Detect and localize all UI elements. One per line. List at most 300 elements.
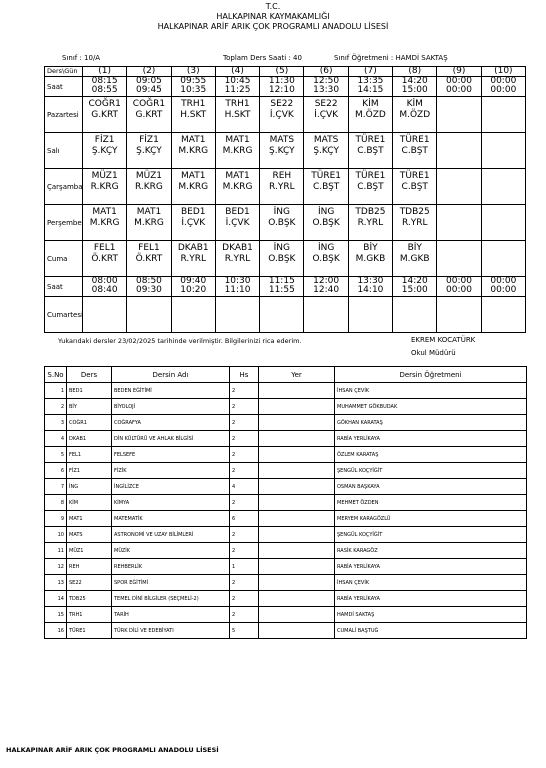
teacher-code: R.KRG bbox=[134, 182, 163, 192]
time-cell bbox=[171, 77, 215, 97]
lesson-cell bbox=[127, 97, 171, 133]
footer-school: HALKAPINAR ARİF ARIK ÇOK PROGRAMLI ANADOLU LİSESİ bbox=[6, 746, 219, 754]
teacher-code: G.KRT bbox=[91, 110, 119, 120]
table-row bbox=[45, 559, 527, 575]
end-time: 14:10 bbox=[357, 285, 384, 295]
lesson-code: MAT1 bbox=[225, 135, 250, 145]
teacher-code: C.BŞT bbox=[312, 182, 340, 192]
course-cell bbox=[259, 623, 335, 639]
course-cell bbox=[259, 383, 335, 399]
end-time: 09:30 bbox=[135, 285, 162, 295]
course-cell: REH bbox=[67, 559, 112, 575]
course-cell: HAMDİ SAKTAŞ bbox=[335, 607, 527, 623]
lesson-cell bbox=[481, 241, 525, 277]
lesson-code: COĞR1 bbox=[132, 99, 166, 109]
day-label: Cuma bbox=[45, 241, 83, 277]
course-cell: TARİH bbox=[112, 607, 230, 623]
time-cell bbox=[437, 77, 481, 97]
lesson-cell bbox=[393, 133, 437, 169]
teacher-code: R.YRL bbox=[180, 254, 207, 264]
lesson-cell bbox=[215, 169, 259, 205]
time-cell bbox=[127, 277, 171, 297]
principal-title: Okul Müdürü bbox=[411, 349, 456, 357]
course-cell bbox=[259, 431, 335, 447]
course-cell: RASİK KARAGÖZ bbox=[335, 543, 527, 559]
course-cell: 9 bbox=[45, 511, 67, 527]
lesson-cell bbox=[83, 297, 127, 333]
course-cell: FEL1 bbox=[67, 447, 112, 463]
course-cell bbox=[259, 543, 335, 559]
course-cell bbox=[259, 559, 335, 575]
time-cell bbox=[83, 77, 127, 97]
course-cell: BED1 bbox=[67, 383, 112, 399]
end-time: 12:10 bbox=[268, 85, 295, 95]
lesson-code: İNG bbox=[317, 207, 335, 217]
table-row bbox=[45, 415, 527, 431]
course-list-table bbox=[44, 366, 527, 639]
lesson-code: MATS bbox=[269, 135, 295, 145]
lesson-code: MÜZ1 bbox=[91, 171, 118, 181]
lesson-code: FİZ1 bbox=[139, 135, 159, 145]
time-cell bbox=[348, 277, 392, 297]
course-cell: MÜZ1 bbox=[67, 543, 112, 559]
course-cell: 2 bbox=[230, 431, 259, 447]
course-column-header: Dersin Adı bbox=[112, 367, 230, 383]
lesson-code: REH bbox=[272, 171, 292, 181]
total-hours: Toplam Ders Saati : 40 bbox=[223, 54, 302, 62]
course-cell: 2 bbox=[230, 591, 259, 607]
course-cell: 11 bbox=[45, 543, 67, 559]
lesson-cell bbox=[171, 133, 215, 169]
course-cell: MAT1 bbox=[67, 511, 112, 527]
course-cell: MERYEM KARAGÖZLÜ bbox=[335, 511, 527, 527]
end-time: 08:55 bbox=[91, 85, 118, 95]
lesson-cell bbox=[481, 97, 525, 133]
start-time: 08:00 bbox=[91, 276, 118, 286]
saat-label: Saat bbox=[45, 277, 83, 297]
day-row bbox=[45, 205, 526, 241]
table-row bbox=[45, 623, 527, 639]
teacher-code: Ş.KÇY bbox=[91, 146, 118, 156]
lesson-cell bbox=[437, 169, 481, 205]
class-teacher: Sınıf Öğretmeni : HAMDİ SAKTAŞ bbox=[334, 54, 448, 62]
end-time: 13:30 bbox=[313, 85, 340, 95]
course-cell: 2 bbox=[230, 607, 259, 623]
lesson-cell bbox=[215, 205, 259, 241]
table-row bbox=[45, 447, 527, 463]
lesson-code: TÜRE1 bbox=[355, 171, 386, 181]
lesson-code: MATS bbox=[313, 135, 339, 145]
teacher-code: Ş.KÇY bbox=[269, 146, 295, 156]
start-time: 11:30 bbox=[268, 76, 295, 86]
end-time: 00:00 bbox=[446, 85, 472, 95]
course-cell: FELSEFE bbox=[112, 447, 230, 463]
course-cell bbox=[259, 575, 335, 591]
table-row bbox=[45, 383, 527, 399]
course-cell: 5 bbox=[230, 623, 259, 639]
course-cell: SPOR EĞİTİMİ bbox=[112, 575, 230, 591]
course-cell: TEMEL DİNİ BİLGİLER (SEÇMELİ-2) bbox=[112, 591, 230, 607]
lesson-cell bbox=[260, 297, 304, 333]
time-cell bbox=[260, 77, 304, 97]
teacher-code: M.KRG bbox=[222, 182, 253, 192]
course-cell: FİZİK bbox=[112, 463, 230, 479]
course-cell: RABİA YERLİKAYA bbox=[335, 559, 527, 575]
lesson-code: BİY bbox=[407, 243, 422, 253]
lesson-code: FEL1 bbox=[138, 243, 160, 253]
lesson-cell bbox=[481, 169, 525, 205]
lesson-cell bbox=[304, 297, 348, 333]
course-cell: 10 bbox=[45, 527, 67, 543]
teacher-code: M.KRG bbox=[178, 182, 209, 192]
lesson-cell bbox=[127, 169, 171, 205]
time-cell bbox=[171, 277, 215, 297]
start-time: 09:05 bbox=[135, 76, 162, 86]
course-cell: 6 bbox=[45, 463, 67, 479]
course-cell: 4 bbox=[230, 479, 259, 495]
table-row bbox=[45, 479, 527, 495]
end-time: 11:25 bbox=[224, 85, 251, 95]
course-column-header: Ders bbox=[67, 367, 112, 383]
start-time: 10:30 bbox=[224, 276, 251, 286]
lesson-code: MAT1 bbox=[92, 207, 117, 217]
course-cell: 3 bbox=[45, 415, 67, 431]
table-row bbox=[45, 575, 527, 591]
start-time: 11:15 bbox=[268, 276, 295, 286]
course-column-header: Dersin Öğretmeni bbox=[335, 367, 527, 383]
period-header: (6) bbox=[304, 67, 348, 77]
lesson-code: TÜRE1 bbox=[399, 171, 430, 181]
lesson-cell bbox=[171, 297, 215, 333]
lesson-cell bbox=[481, 205, 525, 241]
lesson-code: TDB25 bbox=[355, 207, 386, 217]
end-time: 10:20 bbox=[180, 285, 207, 295]
table-row bbox=[45, 399, 527, 415]
lesson-code: İNG bbox=[273, 207, 291, 217]
day-row bbox=[45, 133, 526, 169]
teacher-code: İ.ÇVK bbox=[314, 110, 339, 120]
day-label: Perşembe bbox=[45, 205, 83, 241]
lesson-cell bbox=[348, 297, 392, 333]
note-text: Yukarıdaki dersler 23/02/2025 tarihinde verilmiştir. Bilgilerinizi rica ederim. bbox=[58, 337, 302, 345]
lesson-code: KİM bbox=[362, 99, 379, 109]
teacher-code: C.BŞT bbox=[401, 182, 428, 192]
course-cell: İNG bbox=[67, 479, 112, 495]
lesson-cell bbox=[437, 205, 481, 241]
time-cell bbox=[83, 277, 127, 297]
lesson-cell bbox=[260, 133, 304, 169]
corner-label: Ders\Gün bbox=[45, 67, 83, 77]
lesson-cell bbox=[481, 297, 525, 333]
course-cell: 2 bbox=[230, 415, 259, 431]
table-row bbox=[45, 543, 527, 559]
lesson-cell bbox=[83, 169, 127, 205]
course-cell: 4 bbox=[45, 431, 67, 447]
course-column-header: Hs bbox=[230, 367, 259, 383]
lesson-code: İNG bbox=[273, 243, 291, 253]
time-cell bbox=[304, 277, 348, 297]
start-time: 00:00 bbox=[490, 276, 517, 286]
course-cell bbox=[259, 415, 335, 431]
course-cell: 1 bbox=[230, 559, 259, 575]
time-cell bbox=[304, 77, 348, 97]
teacher-code: Ş.KÇY bbox=[136, 146, 162, 156]
teacher-code: C.BŞT bbox=[357, 182, 384, 192]
start-time: 14:20 bbox=[401, 76, 428, 86]
start-time: 08:15 bbox=[91, 76, 118, 86]
time-cell bbox=[260, 277, 304, 297]
lesson-code: KİM bbox=[406, 99, 423, 109]
lesson-cell bbox=[304, 169, 348, 205]
lesson-cell bbox=[437, 297, 481, 333]
end-time: 11:10 bbox=[224, 285, 251, 295]
lesson-cell bbox=[83, 205, 127, 241]
end-time: 14:15 bbox=[357, 85, 384, 95]
teacher-code: O.BŞK bbox=[312, 218, 340, 228]
period-header: (5) bbox=[260, 67, 304, 77]
lesson-cell bbox=[83, 97, 127, 133]
day-label: Çarşamba bbox=[45, 169, 83, 205]
lesson-code: DKAB1 bbox=[222, 243, 253, 253]
course-cell: 15 bbox=[45, 607, 67, 623]
end-time: 10:35 bbox=[180, 85, 207, 95]
period-header: (2) bbox=[127, 67, 171, 77]
course-cell: 2 bbox=[230, 543, 259, 559]
start-time: 10:45 bbox=[224, 76, 251, 86]
lesson-cell bbox=[127, 133, 171, 169]
lesson-cell bbox=[437, 133, 481, 169]
teacher-code: G.KRT bbox=[135, 110, 163, 120]
lesson-code: MAT1 bbox=[136, 207, 162, 217]
course-cell: GÖKHAN KARATAŞ bbox=[335, 415, 527, 431]
course-cell: ASTRONOMİ VE UZAY BİLİMLERİ bbox=[112, 527, 230, 543]
course-cell bbox=[259, 527, 335, 543]
course-cell: İNGİLİZCE bbox=[112, 479, 230, 495]
course-cell: TÜRE1 bbox=[67, 623, 112, 639]
teacher-code: İ.ÇVK bbox=[225, 218, 250, 228]
lesson-cell bbox=[215, 297, 259, 333]
start-time: 00:00 bbox=[490, 76, 517, 86]
lesson-code: TRH1 bbox=[225, 99, 250, 109]
end-time: 09:45 bbox=[135, 85, 162, 95]
course-cell: SE22 bbox=[67, 575, 112, 591]
course-column-header: Yer bbox=[259, 367, 335, 383]
teacher-code: M.GKB bbox=[355, 254, 386, 264]
period-header: (9) bbox=[437, 67, 481, 77]
header-school: HALKAPINAR ARİF ARIK ÇOK PROGRAMLI ANADOLU LİSESİ bbox=[157, 22, 389, 31]
day-label: Salı bbox=[45, 133, 83, 169]
course-column-header: S.No bbox=[45, 367, 67, 383]
lesson-code: BED1 bbox=[180, 207, 206, 217]
lesson-cell bbox=[215, 133, 259, 169]
class-info: Sınıf : 10/A bbox=[62, 54, 101, 62]
end-time: 00:00 bbox=[490, 285, 517, 295]
time-cell bbox=[393, 77, 437, 97]
course-cell: COĞR1 bbox=[67, 415, 112, 431]
period-header: (10) bbox=[481, 67, 525, 77]
course-cell bbox=[259, 447, 335, 463]
course-cell: BEDEN EĞİTİMİ bbox=[112, 383, 230, 399]
lesson-cell bbox=[348, 133, 392, 169]
lesson-cell bbox=[83, 241, 127, 277]
weekly-schedule-table bbox=[44, 66, 526, 333]
lesson-cell bbox=[348, 169, 392, 205]
teacher-code: O.BŞK bbox=[268, 218, 296, 228]
lesson-cell bbox=[127, 205, 171, 241]
lesson-cell bbox=[481, 133, 525, 169]
start-time: 13:35 bbox=[357, 76, 384, 86]
lesson-cell bbox=[304, 133, 348, 169]
lesson-code: TDB25 bbox=[399, 207, 430, 217]
time-cell bbox=[348, 77, 392, 97]
teacher-code: Ö.KRT bbox=[91, 254, 118, 264]
course-cell: 2 bbox=[230, 527, 259, 543]
end-time: 08:40 bbox=[91, 285, 118, 295]
course-cell bbox=[259, 591, 335, 607]
teacher-code: M.ÖZD bbox=[399, 110, 431, 120]
course-cell: İHSAN ÇEVİK bbox=[335, 383, 527, 399]
course-cell: DİN KÜLTÜRÜ VE AHLAK BİLGİSİ bbox=[112, 431, 230, 447]
lesson-code: FEL1 bbox=[93, 243, 116, 253]
end-time: 00:00 bbox=[490, 85, 517, 95]
course-cell: 16 bbox=[45, 623, 67, 639]
lesson-code: TRH1 bbox=[181, 99, 206, 109]
teacher-code: İ.ÇVK bbox=[181, 218, 206, 228]
lesson-cell bbox=[260, 97, 304, 133]
teacher-code: M.KRG bbox=[178, 146, 209, 156]
course-cell bbox=[259, 479, 335, 495]
start-time: 13:30 bbox=[357, 276, 384, 286]
day-row bbox=[45, 241, 526, 277]
course-cell: MEHMET ÖZDEN bbox=[335, 495, 527, 511]
course-cell: 2 bbox=[230, 495, 259, 511]
teacher-code: M.KRG bbox=[222, 146, 253, 156]
teacher-code: R.YRL bbox=[269, 182, 295, 192]
start-time: 12:00 bbox=[313, 276, 340, 286]
course-cell bbox=[259, 495, 335, 511]
lesson-code: BED1 bbox=[225, 207, 250, 217]
time-cell bbox=[127, 77, 171, 97]
time-row-top bbox=[45, 77, 526, 97]
course-cell: İHSAN ÇEVİK bbox=[335, 575, 527, 591]
time-row-bottom bbox=[45, 277, 526, 297]
day-label: Cumartesi bbox=[45, 297, 83, 333]
lesson-cell bbox=[437, 97, 481, 133]
table-row bbox=[45, 431, 527, 447]
lesson-code: FİZ1 bbox=[94, 135, 115, 145]
lesson-code: MAT1 bbox=[225, 171, 250, 181]
table-row bbox=[45, 591, 527, 607]
teacher-code: R.KRG bbox=[90, 182, 119, 192]
day-row bbox=[45, 97, 526, 133]
lesson-code: BİY bbox=[363, 243, 378, 253]
lesson-cell bbox=[171, 97, 215, 133]
course-cell bbox=[259, 463, 335, 479]
principal-name: EKREM KOCATÜRK bbox=[411, 336, 476, 344]
course-cell: 2 bbox=[45, 399, 67, 415]
table-row bbox=[45, 511, 527, 527]
header-kaymakamlik: HALKAPINAR KAYMAKAMLIĞI bbox=[216, 12, 330, 21]
lesson-cell bbox=[171, 205, 215, 241]
end-time: 00:00 bbox=[446, 285, 472, 295]
teacher-code: R.YRL bbox=[401, 218, 428, 228]
course-cell: RABİA YERLİKAYA bbox=[335, 591, 527, 607]
course-cell: KİM bbox=[67, 495, 112, 511]
course-cell: REHBERLİK bbox=[112, 559, 230, 575]
course-cell: 14 bbox=[45, 591, 67, 607]
start-time: 09:40 bbox=[180, 276, 207, 286]
table-row bbox=[45, 607, 527, 623]
period-header: (3) bbox=[171, 67, 215, 77]
start-time: 00:00 bbox=[446, 76, 472, 86]
teacher-code: Ö.KRT bbox=[135, 254, 163, 264]
course-cell: 7 bbox=[45, 479, 67, 495]
period-header: (7) bbox=[348, 67, 392, 77]
course-cell: TDB25 bbox=[67, 591, 112, 607]
lesson-code: TÜRE1 bbox=[399, 135, 430, 145]
lesson-cell bbox=[348, 205, 392, 241]
time-cell bbox=[215, 77, 259, 97]
lesson-cell bbox=[393, 169, 437, 205]
end-time: 15:00 bbox=[401, 285, 428, 295]
lesson-cell bbox=[348, 241, 392, 277]
teacher-code: M.ÖZD bbox=[355, 110, 386, 120]
day-row bbox=[45, 169, 526, 205]
teacher-code: R.YRL bbox=[224, 254, 251, 264]
teacher-code: H.SKT bbox=[224, 110, 251, 120]
time-cell bbox=[215, 277, 259, 297]
start-time: 08:50 bbox=[135, 276, 162, 286]
lesson-cell bbox=[437, 241, 481, 277]
header-tc: T.C. bbox=[265, 2, 281, 11]
course-cell bbox=[259, 399, 335, 415]
lesson-cell bbox=[215, 97, 259, 133]
start-time: 09:55 bbox=[180, 76, 207, 86]
teacher-code: Ş.KÇY bbox=[313, 146, 339, 156]
lesson-cell bbox=[304, 241, 348, 277]
period-header: (8) bbox=[393, 67, 437, 77]
time-cell bbox=[437, 277, 481, 297]
start-time: 00:00 bbox=[446, 276, 472, 286]
table-row bbox=[45, 527, 527, 543]
course-cell: MUHAMMET GÖKBUDAK bbox=[335, 399, 527, 415]
lesson-code: DKAB1 bbox=[177, 243, 209, 253]
lesson-cell bbox=[127, 297, 171, 333]
lesson-code: MÜZ1 bbox=[135, 171, 162, 181]
time-cell bbox=[393, 277, 437, 297]
end-time: 12:40 bbox=[313, 285, 340, 295]
lesson-code: SE22 bbox=[270, 99, 294, 109]
period-header: (4) bbox=[215, 67, 259, 77]
course-cell: RABİA YERLİKAYA bbox=[335, 431, 527, 447]
lesson-cell bbox=[348, 97, 392, 133]
course-cell: 2 bbox=[230, 463, 259, 479]
end-time: 15:00 bbox=[401, 85, 428, 95]
course-cell: KİMYA bbox=[112, 495, 230, 511]
course-cell: DKAB1 bbox=[67, 431, 112, 447]
start-time: 14:20 bbox=[401, 276, 428, 286]
course-cell: 2 bbox=[230, 399, 259, 415]
course-cell: TÜRK DİLİ VE EDEBİYATI bbox=[112, 623, 230, 639]
teacher-code: C.BŞT bbox=[357, 146, 384, 156]
course-cell: ŞENGÜL KOÇYİĞİT bbox=[335, 527, 527, 543]
lesson-code: MAT1 bbox=[181, 171, 206, 181]
course-cell: 5 bbox=[45, 447, 67, 463]
teacher-code: İ.ÇVK bbox=[269, 110, 294, 120]
lesson-cell bbox=[393, 205, 437, 241]
period-header: (1) bbox=[83, 67, 127, 77]
end-time: 11:55 bbox=[268, 285, 295, 295]
